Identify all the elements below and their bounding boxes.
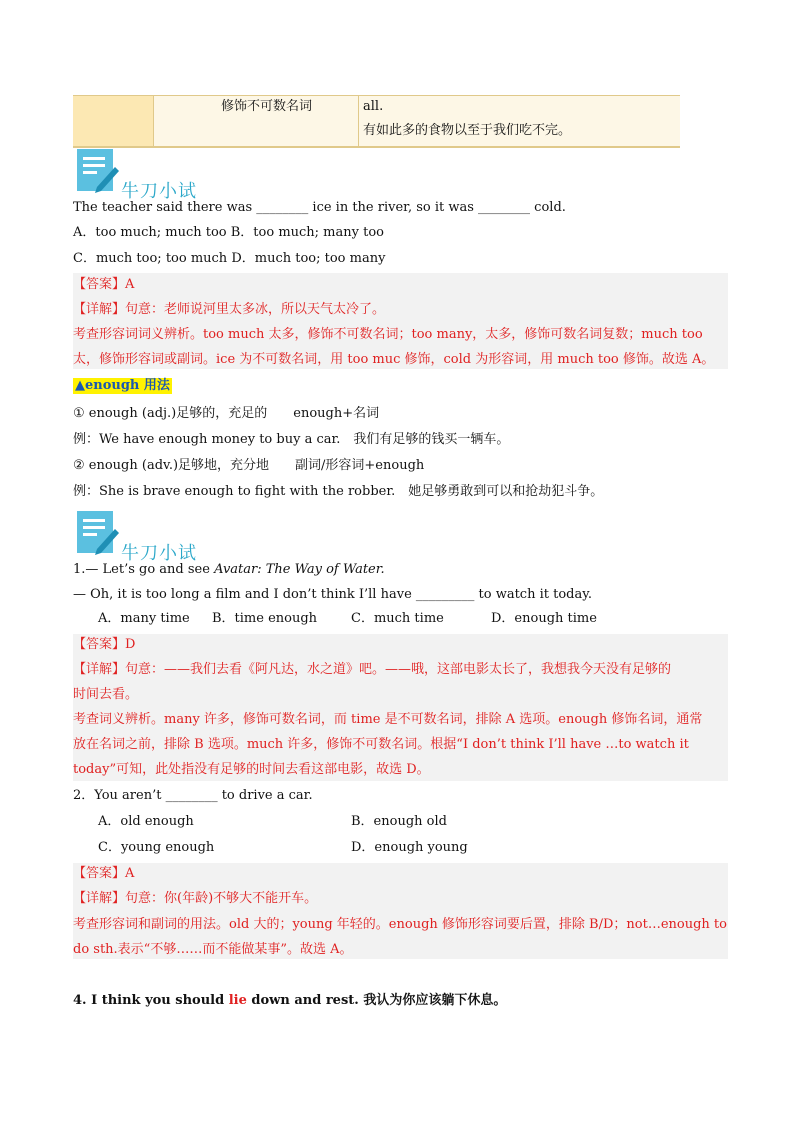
detail-text: 【详解】句意：你(年龄)不够大不能开车。 bbox=[73, 891, 318, 906]
answer-label: 【答案】A bbox=[73, 866, 135, 881]
detail-text: 【详解】句意：——我们去看《阿凡达，水之道》吧。——哦，这部电影太长了，我想我今天没有足够的 bbox=[73, 662, 672, 677]
sentence-4-keyword: lie bbox=[228, 993, 247, 1008]
option-a: A．old enough bbox=[98, 814, 194, 829]
question-1-line2: — Oh, it is too long a film and I don’t think I’ll have _________ to watch it today. bbox=[73, 587, 592, 602]
table-example-translation: 有如此多的食物以至于我们吃不完。 bbox=[363, 123, 572, 138]
explain-text: 放在名词之前，排除 B 选项。much 许多，修饰不可数名词。根据“I don’t think I’ll have …to watch it bbox=[73, 737, 689, 752]
example-line: 例：She is brave enough to fight with the robber. 她足够勇敢到可以和抢劫犯斗争。 bbox=[73, 484, 604, 499]
option-d: D．enough time bbox=[491, 611, 597, 626]
explain-text: do sth.表示“不够……而不能做某事”。故选 A。 bbox=[73, 942, 353, 957]
usage-table-row bbox=[73, 95, 680, 148]
explain-text: 考查形容词和副词的用法。old 大的；young 年轻的。enough 修饰形容词要后置，排除 B/D；not…enough to bbox=[73, 917, 727, 932]
section-title: 牛刀小试 bbox=[121, 181, 197, 202]
pencil-note-icon bbox=[75, 509, 119, 557]
option-b: B．enough old bbox=[351, 814, 447, 829]
section-title: 牛刀小试 bbox=[121, 543, 197, 564]
option-a: A．many time bbox=[98, 611, 190, 626]
answer-label: 【答案】D bbox=[73, 637, 136, 652]
detail-text: 时间去看。 bbox=[73, 687, 139, 702]
answer-box bbox=[73, 634, 728, 781]
table-example-word: all. bbox=[363, 99, 384, 114]
explain-text: 考查形容词词义辨析。too much 太多，修饰不可数名词；too many，太多，修饰可数名词复数；much too bbox=[73, 327, 703, 342]
question-1-line1 bbox=[73, 561, 385, 579]
question-1-prefix: 1.— Let’s go and see bbox=[73, 562, 215, 577]
sentence-4 bbox=[73, 992, 506, 1010]
usage-line: ① enough (adj.)足够的，充足的 enough+名词 bbox=[73, 406, 380, 421]
usage-line: ② enough (adv.)足够地，充分地 副词/形容词+enough bbox=[73, 458, 425, 473]
option-c: C．young enough bbox=[98, 840, 215, 855]
table-usage-text: 修饰不可数名词 bbox=[221, 99, 313, 114]
sentence-4-prefix: 4. I think you should bbox=[73, 993, 229, 1008]
table-cell-empty bbox=[73, 96, 154, 146]
option-b: B．time enough bbox=[212, 611, 318, 626]
question-2: 2．You aren’t ________ to drive a car. bbox=[73, 788, 313, 803]
explain-text: today”可知，此处指没有足够的时间去看这部电影，故选 D。 bbox=[73, 762, 430, 777]
example-line: 例：We have enough money to buy a car. 我们有足够的钱买一辆车。 bbox=[73, 432, 510, 447]
option-c: C．much time bbox=[351, 611, 444, 626]
detail-text: 【详解】句意：老师说河里太多冰，所以天气太冷了。 bbox=[73, 302, 386, 317]
explain-text: 太，修饰形容词或副词。ice 为不可数名词，用 too muc 修饰，cold 为形容词，用 much too 修饰。故选 A。 bbox=[73, 352, 715, 367]
answer-label: 【答案】A bbox=[73, 277, 135, 292]
sentence-4-suffix: down and rest. 我认为你应该躺下休息。 bbox=[246, 993, 507, 1008]
pencil-note-icon bbox=[75, 147, 119, 195]
film-title: Avatar: The Way of Water. bbox=[214, 562, 385, 577]
question-text: The teacher said there was ________ ice in the river, so it was ________ cold. bbox=[73, 200, 566, 215]
options-line: C．much too; too much D．much too; too many bbox=[73, 251, 386, 266]
options-line: A．too much; much too B．too much; many too bbox=[73, 225, 384, 240]
enough-usage-heading: ▲enough 用法 bbox=[75, 378, 170, 393]
table-cell-usage bbox=[153, 96, 359, 146]
explain-text: 考查词义辨析。many 许多，修饰可数名词，而 time 是不可数名词，排除 A 选项。enough 修饰名词，通常 bbox=[73, 712, 703, 727]
option-d: D．enough young bbox=[351, 840, 468, 855]
